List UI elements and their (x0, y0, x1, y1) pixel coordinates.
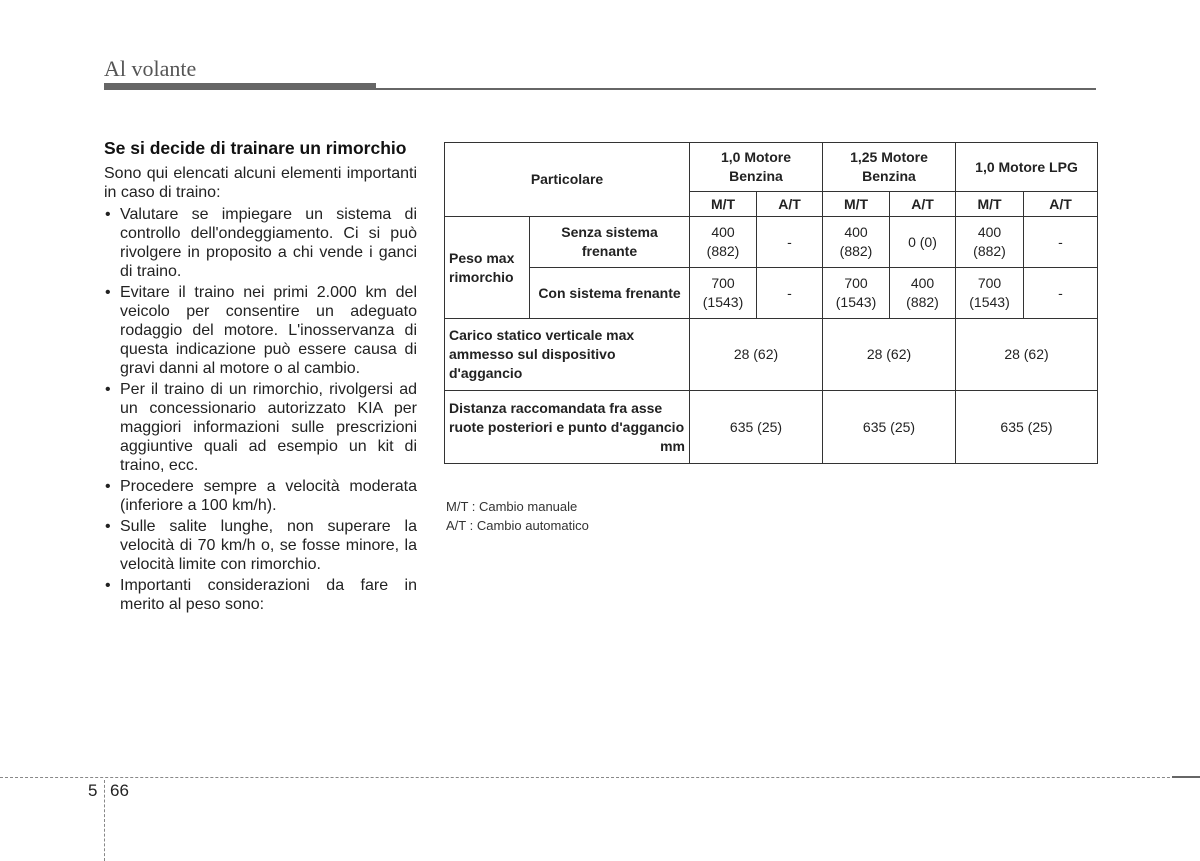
bullet-icon: • (105, 284, 111, 301)
bullet-icon: • (105, 381, 111, 398)
towing-guidelines (104, 138, 417, 616)
bullet-icon: • (105, 206, 111, 223)
page-number: 66 (110, 781, 129, 800)
table-cell: 700 (1543) (823, 268, 890, 319)
bullet-icon: • (105, 577, 111, 594)
table-cell: 635 (25) (690, 391, 823, 464)
footnotes (446, 497, 589, 535)
footnote-at: A/T : Cambio automatico (446, 518, 589, 533)
table-cell: 635 (25) (823, 391, 956, 464)
load-label: Carico statico verticale max ammesso sul dispositivo d'aggancio (445, 319, 690, 391)
table-cell: - (1024, 217, 1098, 268)
intro-text: Sono qui elencati alcuni elementi importanti in caso di traino: (104, 165, 417, 201)
table-cell: 700 (1543) (956, 268, 1024, 319)
footer-rule (0, 777, 1200, 778)
header-at: A/T (890, 192, 956, 217)
bullet-icon: • (105, 518, 111, 535)
chapter-number: 5 (88, 781, 98, 800)
table-row (445, 268, 1098, 319)
distance-unit: mm (660, 437, 685, 454)
list-item: • Procedere sempre a velocità moderata (inferiore a 100 km/h). (105, 478, 417, 514)
header-engine-3: 1,0 Motore LPG (956, 143, 1098, 192)
footer-divider (104, 780, 105, 861)
table-cell: 0 (0) (890, 217, 956, 268)
table-row (445, 217, 1098, 268)
list-item: • Per il traino di un rimorchio, rivolgersi ad un concessionario autorizzato KIA per maggiori informazioni sulle prescrizioni aggiuntive quali ad esempio un kit di traino, ecc. (105, 381, 417, 474)
section-heading: Se si decide di trainare un rimorchio (104, 138, 407, 158)
table-header-row (445, 143, 1098, 192)
bullet-icon: • (105, 478, 111, 495)
table-cell: 400 (882) (890, 268, 956, 319)
table-cell: 700 (1543) (690, 268, 757, 319)
table-cell: 635 (25) (956, 391, 1098, 464)
list-item: • Valutare se impiegare un sistema di controllo dell'ondeggiamento. Ci si può rivolgere in proposito a chi vende i ganci di traino. (105, 206, 417, 280)
header-particolare: Particolare (445, 143, 690, 217)
footnote-mt: M/T : Cambio manuale (446, 499, 578, 514)
list-item: • Sulle salite lunghe, non superare la velocità di 70 km/h o, se fosse minore, la velocità limite con rimorchio. (105, 518, 417, 573)
table-cell: 28 (62) (956, 319, 1098, 391)
towing-spec-table (444, 142, 1098, 464)
header-engine-1: 1,0 Motore Benzina (690, 143, 823, 192)
header-mt: M/T (956, 192, 1024, 217)
distance-label-cell (445, 391, 690, 464)
table-cell: 400 (882) (956, 217, 1024, 268)
bullet-list (104, 205, 417, 614)
footer-rule-accent (1172, 776, 1200, 778)
table-row (445, 391, 1098, 464)
table-cell: - (757, 217, 823, 268)
header-engine-2: 1,25 Motore Benzina (823, 143, 956, 192)
row-label: Con sistema frenante (530, 268, 690, 319)
table-cell: - (1024, 268, 1098, 319)
table-cell: - (757, 268, 823, 319)
table-cell: 28 (62) (690, 319, 823, 391)
chapter-title: Al volante (104, 56, 197, 81)
header-at: A/T (1024, 192, 1098, 217)
peso-max-label: Peso max rimorchio (445, 217, 530, 319)
table-cell: 28 (62) (823, 319, 956, 391)
table-cell: 400 (882) (823, 217, 890, 268)
header-rule (104, 88, 1096, 90)
header-mt: M/T (690, 192, 757, 217)
list-item: • Importanti considerazioni da fare in merito al peso sono: (105, 577, 417, 613)
list-item: • Evitare il traino nei primi 2.000 km del veicolo per consentire un adeguato rodaggio del motore. L'inosservanza di questa indicazione può essere causa di gravi danni al motore o al cambio. (105, 284, 417, 377)
distance-label: Distanza raccomandata fra asse ruote posteriori e punto d'aggancio (449, 399, 685, 435)
row-label: Senza sistema frenante (530, 217, 690, 268)
table-cell: 400 (882) (690, 217, 757, 268)
table-row (445, 319, 1098, 391)
header-at: A/T (757, 192, 823, 217)
header-mt: M/T (823, 192, 890, 217)
